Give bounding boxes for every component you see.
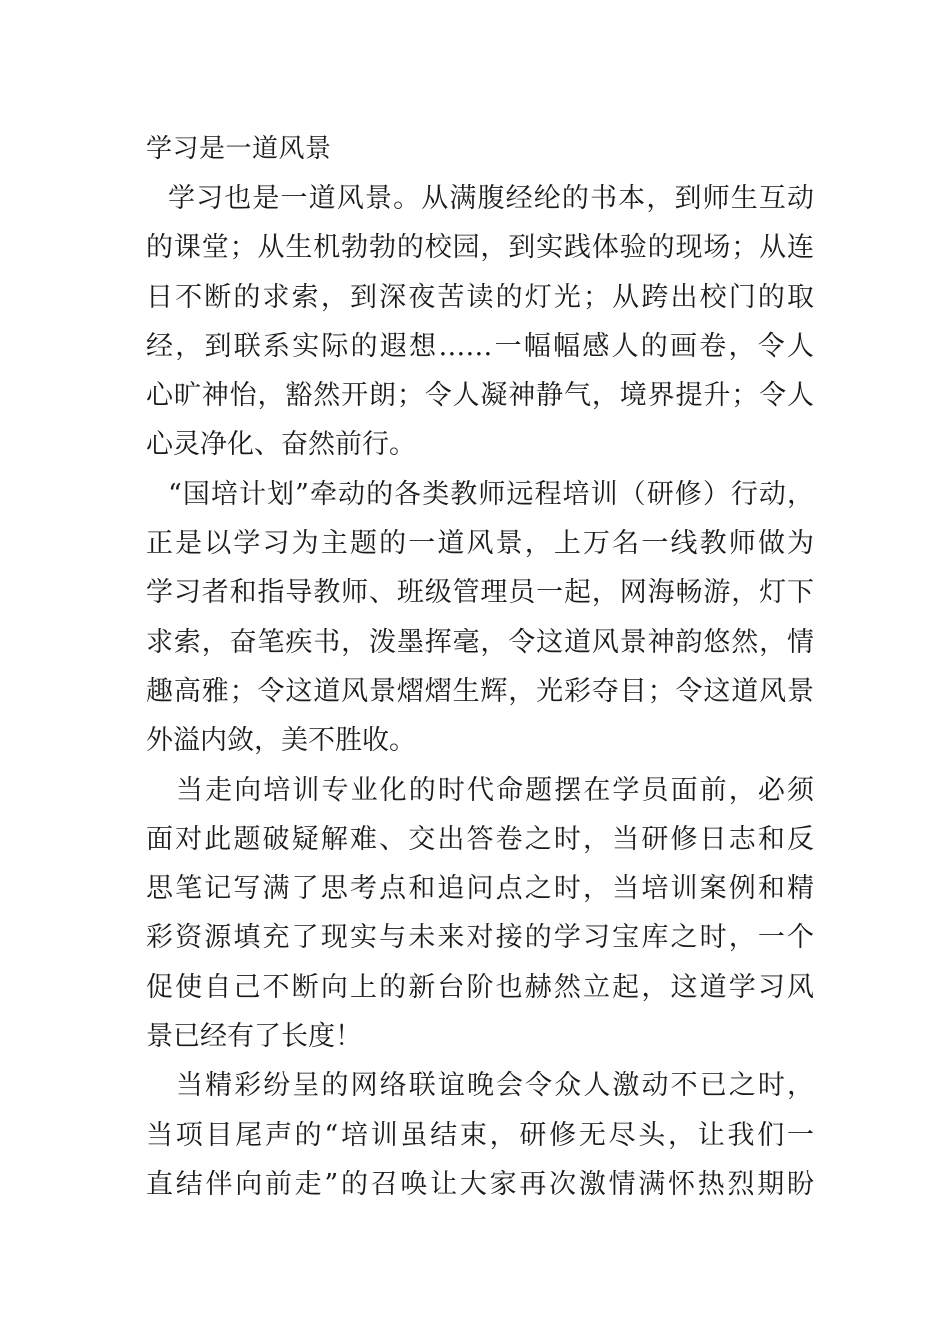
document-page <box>146 124 814 1209</box>
paragraph-line: 促使自己不断向上的新台阶也赫然立起，这道学习风 <box>146 971 814 1003</box>
paragraph-line: 学习也是一道风景。从满腹经纶的书本，到师生互动 <box>168 183 814 214</box>
paragraph-line: 心旷神怡，豁然开朗；令人凝神静气，境界提升；令人 <box>146 380 814 412</box>
document-title: 学习是一道风景 <box>146 134 332 164</box>
paragraph-line: 思笔记写满了思考点和追问点之时，当培训案例和精 <box>146 873 814 905</box>
paragraph-line: 景已经有了长度！ <box>146 1021 362 1053</box>
paragraph-line: 面对此题破疑解难、交出答卷之时，当研修日志和反 <box>146 823 814 855</box>
paragraph-line: 心灵净化、奋然前行。 <box>146 429 416 461</box>
paragraph-line: 直结伴向前走”的召唤让大家再次激情满怀热烈期盼 <box>146 1168 814 1200</box>
paragraph-line: 学习者和指导教师、班级管理员一起，网海畅游，灯下 <box>146 577 814 609</box>
paragraph-line: 外溢内敛，美不胜收。 <box>146 725 416 757</box>
paragraph-line: 日不断的求索，到深夜苦读的灯光；从跨出校门的取 <box>146 281 814 313</box>
paragraph-line: “国培计划”牵动的各类教师远程培训（研修）行动， <box>168 478 814 510</box>
paragraph-line: 当走向培训专业化的时代命题摆在学员面前，必须 <box>176 774 814 806</box>
paragraph-line: 正是以学习为主题的一道风景，上万名一线教师做为 <box>146 528 814 560</box>
paragraph-line: 彩资源填充了现实与未来对接的学习宝库之时，一个 <box>146 922 814 954</box>
paragraph-line: 的课堂；从生机勃勃的校园，到实践体验的现场；从连 <box>146 232 814 264</box>
paragraph-1 <box>146 174 814 470</box>
paragraph-line: 经，到联系实际的遐想……一幅幅感人的画卷，令人 <box>146 330 814 362</box>
paragraph-3 <box>146 766 814 1062</box>
paragraph-2 <box>146 470 814 766</box>
paragraph-line: 求索，奋笔疾书，泼墨挥毫，令这道风景神韵悠然，情 <box>146 626 814 658</box>
paragraph-line: 趣高雅；令这道风景熠熠生辉，光彩夺目；令这道风景 <box>146 675 814 707</box>
paragraph-line: 当精彩纷呈的网络联谊晚会令众人激动不已之时， <box>176 1070 814 1102</box>
paragraph-line: 当项目尾声的“培训虽结束，研修无尽头，让我们一 <box>146 1119 814 1151</box>
paragraph-4 <box>146 1061 814 1209</box>
